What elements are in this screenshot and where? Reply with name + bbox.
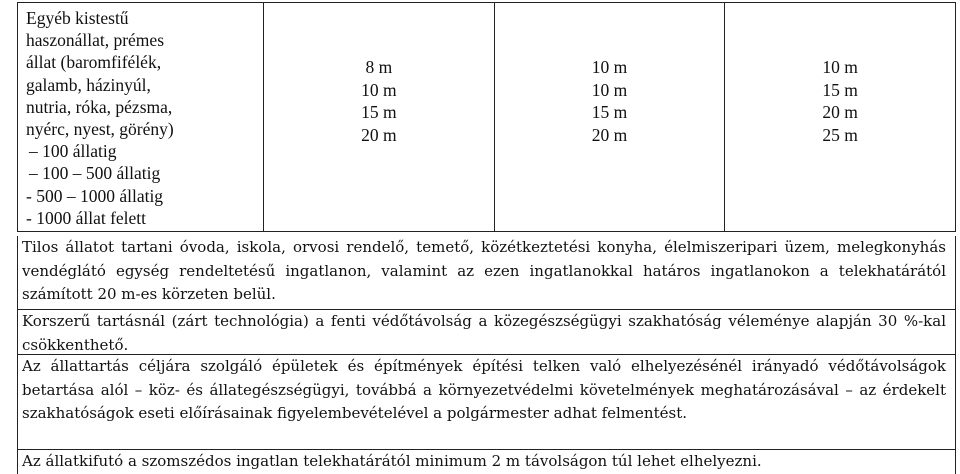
animal-line: haszonállat, prémes xyxy=(26,30,165,51)
paragraph-prohibition: Tilos állatot tartani óvoda, iskola, orvosi rendelő, temető, közétkeztetési konyha, élelmiszeripari üzem, melegkonyhás vendéglátó egység rendeltetésű ingatlanon, valamint az ezen ingatlanokkal határos ingatlanokon a telekhatárától számított 20 m-es körzeten belül. xyxy=(22,238,946,303)
animal-line: állat (baromfifélék, xyxy=(26,52,162,73)
right-border xyxy=(955,236,956,474)
paragraph-run-distance: Az állatkifutó a szomszédos ingatlan telekhatárától minimum 2 m távolságon túl lehet elhelyezni. xyxy=(22,452,762,470)
distance-value: 10 m xyxy=(822,57,858,77)
distance-value: 20 m xyxy=(361,124,397,145)
distance-column-1 xyxy=(264,3,495,232)
distance-table xyxy=(17,2,956,232)
distance-value: 15 m xyxy=(361,102,397,123)
animal-category-cell xyxy=(18,3,264,232)
distance-value: 15 m xyxy=(591,102,628,123)
distance-column-3 xyxy=(725,3,956,232)
table-row xyxy=(18,3,956,232)
animal-line: nyérc, nyest, görény) xyxy=(26,119,174,140)
animal-line: galamb, házinyúl, xyxy=(26,74,151,95)
distance-value: 20 m xyxy=(591,124,628,145)
distance-value: 10 m xyxy=(591,79,628,100)
distance-column-2 xyxy=(494,3,725,232)
animal-line: – 100 állatig xyxy=(29,141,117,162)
animal-line: Egyéb kistestű xyxy=(26,8,129,28)
distance-value: 8 m xyxy=(365,57,393,77)
distance-value: 25 m xyxy=(822,124,858,145)
paragraph-modern-keeping: Korszerű tartásnál (zárt technológia) a fenti védőtávolság a közegészségügyi szakhatóság véleménye alapján 30 %-kal csökkenthető. xyxy=(22,312,946,354)
paragraph-exemption: Az állattartás céljára szolgáló épületek és építmények építési telken való elhelyezésénél irányadó védőtávolságok betartása alól – köz- és állategészségügyi, továbbá a környezetvédelmi követelmények meghatározásával – az érdekelt szakhatóságok eseti előírásainak figyelembevételével a polgármester adhat felmentést. xyxy=(22,357,946,422)
left-border xyxy=(17,236,18,474)
distance-value: 20 m xyxy=(822,102,858,123)
animal-line: - 1000 állat felett xyxy=(26,207,147,228)
distance-value: 10 m xyxy=(361,79,397,100)
animal-line: – 100 – 500 állatig xyxy=(29,163,161,184)
distance-value: 15 m xyxy=(822,79,858,100)
animal-line: nutria, róka, pézsma, xyxy=(26,96,173,117)
distance-value: 10 m xyxy=(591,57,628,77)
animal-line: - 500 – 1000 állatig xyxy=(26,185,164,206)
